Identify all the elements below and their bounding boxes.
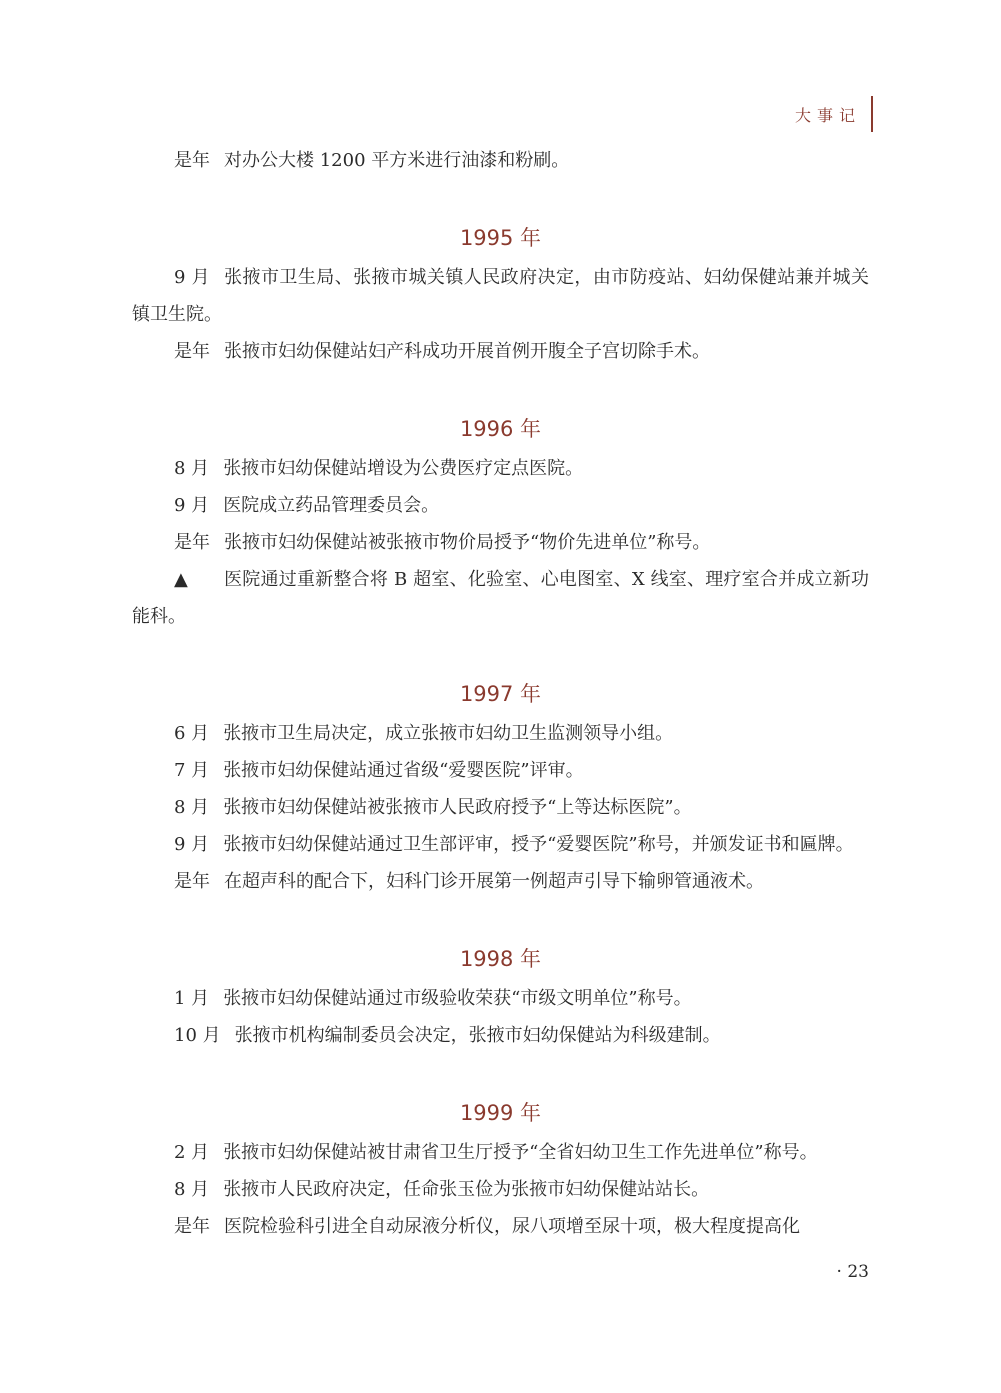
chronicle-entry xyxy=(132,1134,869,1171)
entry-date: 2 月 xyxy=(174,1142,210,1163)
year-section-1995 xyxy=(132,219,869,370)
entry-date: 8 月 xyxy=(174,458,210,479)
page-number: · 23 xyxy=(836,1262,869,1282)
year-heading: 1996 年 xyxy=(459,417,542,441)
document-body xyxy=(132,142,869,1245)
chronicle-entry xyxy=(132,487,869,524)
entry-date: 1 月 xyxy=(174,988,210,1009)
entry-text: 对办公大楼 1200 平方米进行油漆和粉刷。 xyxy=(224,150,570,171)
chronicle-entry xyxy=(132,259,869,333)
year-heading: 1998 年 xyxy=(459,947,542,971)
running-header xyxy=(795,96,873,132)
chronicle-entry xyxy=(132,1017,869,1054)
entry-text: 医院通过重新整合将 B 超室、化验室、心电图室、X 线室、理疗室合并成立新功能科。 xyxy=(132,569,869,627)
chronicle-entry xyxy=(132,333,869,370)
entry-text: 张掖市妇幼保健站妇产科成功开展首例开腹全子宫切除手术。 xyxy=(224,341,710,362)
header-divider xyxy=(871,96,873,132)
entry-date: 6 月 xyxy=(174,723,210,744)
chronicle-entry xyxy=(132,1208,869,1245)
chronicle-entry xyxy=(132,863,869,900)
triangle-marker: ▲ xyxy=(174,569,189,590)
entry-text: 张掖市机构编制委员会决定，张掖市妇幼保健站为科级建制。 xyxy=(234,1025,721,1046)
entry-date: 8 月 xyxy=(174,1179,210,1200)
entry-date: 7 月 xyxy=(174,760,210,781)
intro-entry xyxy=(132,142,869,179)
year-section-1997 xyxy=(132,675,869,900)
entry-date: 是年 xyxy=(174,341,210,362)
chronicle-entry xyxy=(132,789,869,826)
entry-date: 9 月 xyxy=(174,495,210,516)
entry-text: 张掖市卫生局、张掖市城关镇人民政府决定，由市防疫站、妇幼保健站兼并城关镇卫生院。 xyxy=(132,267,869,325)
chronicle-entry xyxy=(132,1171,869,1208)
entry-text: 张掖市妇幼保健站被张掖市物价局授予“物价先进单位”称号。 xyxy=(224,532,711,553)
year-section-1996 xyxy=(132,410,869,635)
entry-date: 是年 xyxy=(174,532,210,553)
entry-text: 张掖市妇幼保健站通过市级验收荣获“市级文明单位”称号。 xyxy=(223,988,692,1009)
entry-text: 张掖市妇幼保健站被张掖市人民政府授予“上等达标医院”。 xyxy=(223,797,692,818)
entry-text: 张掖市妇幼保健站通过省级“爱婴医院”评审。 xyxy=(223,760,584,781)
chronicle-entry xyxy=(132,561,869,635)
chronicle-entry xyxy=(132,826,869,863)
year-heading: 1997 年 xyxy=(459,682,542,706)
section-title: 大事记 xyxy=(794,105,861,125)
entry-date: 是年 xyxy=(174,1216,210,1237)
entry-text: 张掖市妇幼保健站增设为公费医疗定点医院。 xyxy=(223,458,584,479)
entry-date: 是年 xyxy=(174,150,210,171)
entry-date: 9 月 xyxy=(174,267,211,288)
entry-date: 10 月 xyxy=(174,1025,221,1046)
year-heading: 1999 年 xyxy=(459,1101,542,1125)
entry-date: 8 月 xyxy=(174,797,210,818)
entry-text: 张掖市人民政府决定，任命张玉俭为张掖市妇幼保健站站长。 xyxy=(223,1179,710,1200)
year-heading: 1995 年 xyxy=(459,226,542,250)
chronicle-entry xyxy=(132,980,869,1017)
year-section-1999 xyxy=(132,1094,869,1245)
entry-text: 医院成立药品管理委员会。 xyxy=(223,495,440,516)
chronicle-entry xyxy=(132,524,869,561)
entry-text: 张掖市妇幼保健站被甘肃省卫生厅授予“全省妇幼卫生工作先进单位”称号。 xyxy=(223,1142,818,1163)
entry-text: 在超声科的配合下，妇科门诊开展第一例超声引导下输卵管通液术。 xyxy=(224,871,764,892)
entry-text: 张掖市卫生局决定，成立张掖市妇幼卫生监测领导小组。 xyxy=(223,723,674,744)
entry-date: 9 月 xyxy=(174,834,210,855)
entry-date: 是年 xyxy=(174,871,210,892)
entry-text: 医院检验科引进全自动尿液分析仪，尿八项增至尿十项，极大程度提高化 xyxy=(224,1216,800,1237)
year-section-1998 xyxy=(132,940,869,1054)
chronicle-entry xyxy=(132,752,869,789)
entry-text: 张掖市妇幼保健站通过卫生部评审，授予“爱婴医院”称号，并颁发证书和匾牌。 xyxy=(223,834,854,855)
chronicle-entry xyxy=(132,715,869,752)
chronicle-entry xyxy=(132,450,869,487)
